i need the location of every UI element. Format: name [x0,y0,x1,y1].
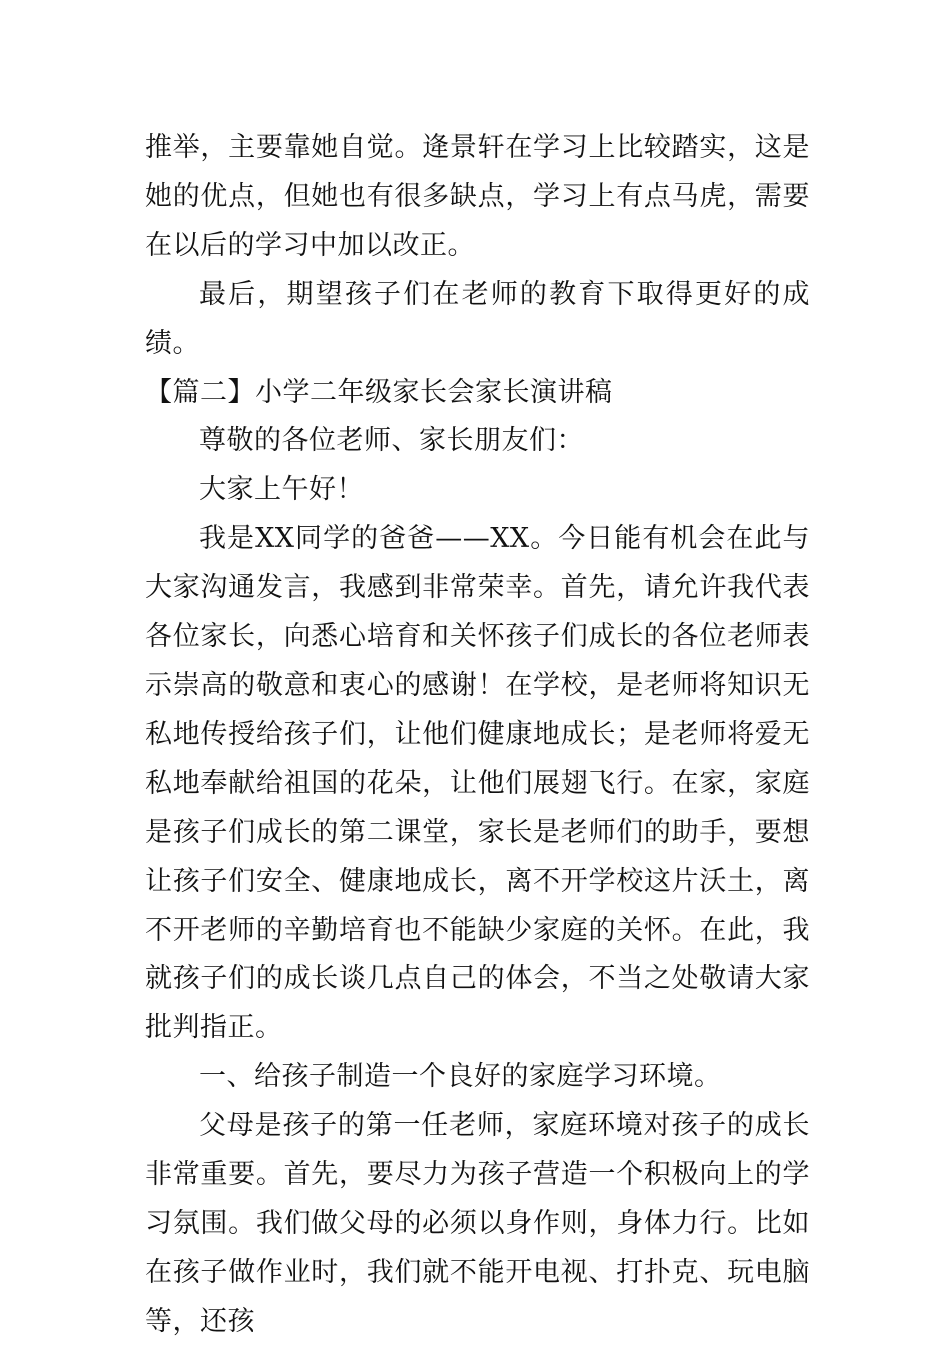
section-heading: 【篇二】小学二年级家长会家长演讲稿 [145,376,613,408]
paragraph-introduction: 我是XX同学的爸爸——XX。今日能有机会在此与大家沟通发言，我感到非常荣幸。首先，请允许我代表各位家长，向悉心培育和关怀孩子们成长的各位老师表示崇高的敬意和衷心的感谢！在学校，是老师将知识无私地传授给孩子们，让他们健康地成长；是老师将爱无私地奉献给祖国的花朵，让他们展翅飞行。在家，家庭是孩子们成长的第二课堂，家长是老师们的助手，要想让孩子们安全、健康地成长，离不开学校这片沃土，离不开老师的辛勤培育也不能缺少家庭的关怀。在此，我就孩子们的成长谈几点自己的体会，不当之处敬请大家批判指正。 [145,523,810,1044]
paragraph-point-one-body: 父母是孩子的第一任老师，家庭环境对孩子的成长非常重要。首先，要尽力为孩子营造一个积极向上的学习氛围。我们做父母的必须以身作则，身体力行。比如在孩子做作业时，我们就不能开电视、打扑克、玩电脑等，还孩 [145,1110,810,1337]
paragraph-continuation: 推举，主要靠她自觉。逄景轩在学习上比较踏实，这是她的优点，但她也有很多缺点，学习上有点马虎，需要在以后的学习中加以改正。 [145,132,810,261]
document-body [145,124,810,1347]
paragraph-salutation: 尊敬的各位老师、家长朋友们： [199,425,584,457]
paragraph-point-one: 一、给孩子制造一个良好的家庭学习环境。 [199,1061,722,1093]
paragraph-closing: 最后，期望孩子们在老师的教育下取得更好的成绩。 [145,278,810,359]
paragraph-greeting: 大家上午好！ [199,474,364,506]
